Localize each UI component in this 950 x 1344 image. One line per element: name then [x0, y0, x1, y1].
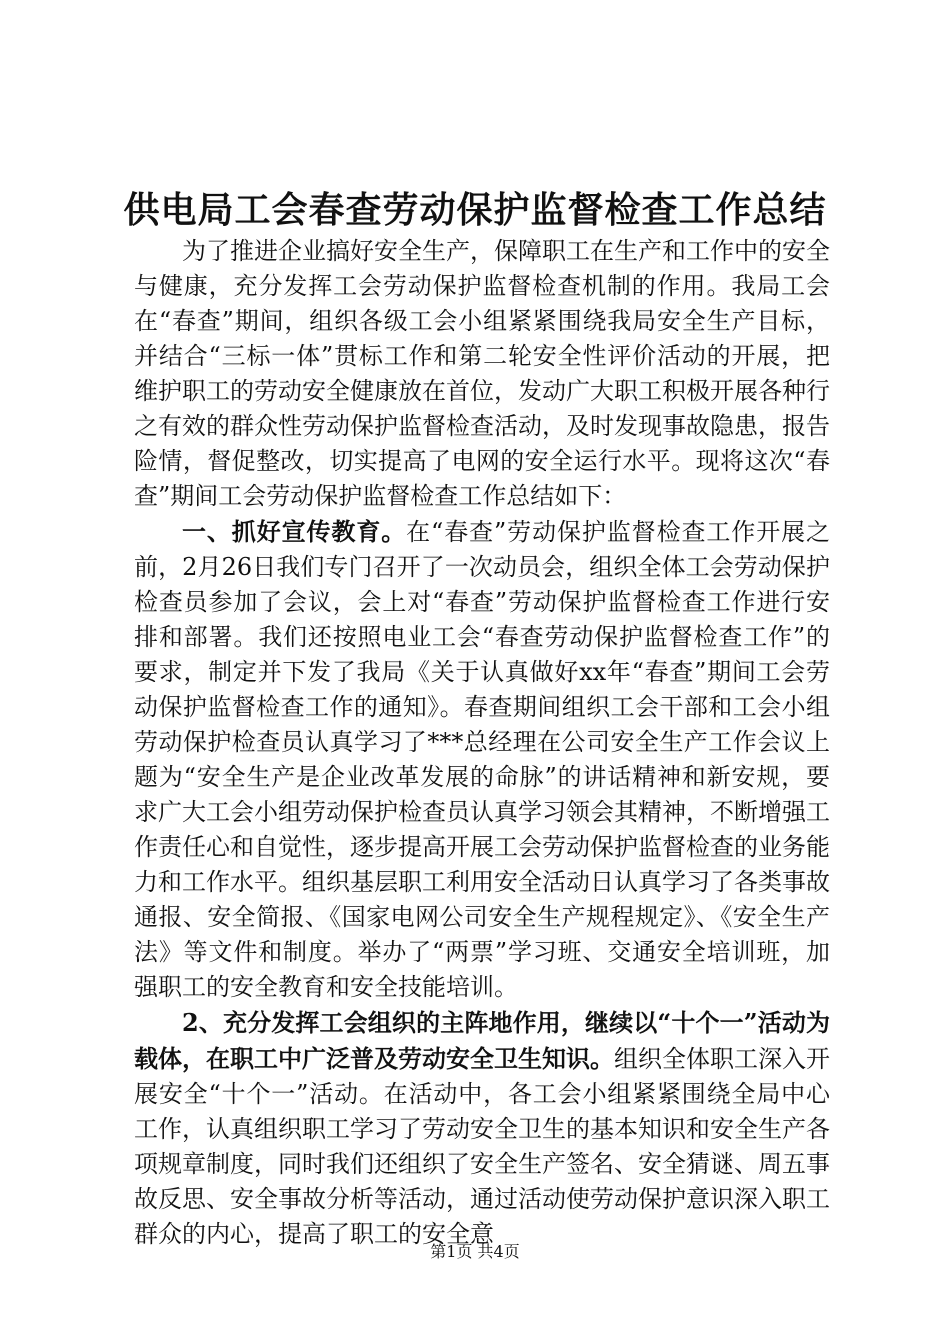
section-1-heading: 一、抓好宣传教育。 — [182, 517, 407, 546]
section-2-body: 组织全体职工深入开展安全“十个一”活动。在活动中，各工会小组紧紧围绕全局中心工作，认真组织职工学习了劳动安全卫生的基本知识和安全生产各项规章制度，同时我们还组织了安全生产签名、安全猜谜、周五事故反思、安全事故分析等活动，通过活动使劳动保护意识深入职工群众的内心，提高了职工的安全意 — [134, 1045, 830, 1248]
section-1-paragraph — [134, 514, 830, 1005]
document-body — [134, 234, 830, 1252]
page-footer: 第1页 共4页 — [430, 1242, 520, 1261]
section-1-body: 在“春查”劳动保护监督检查工作开展之前，2月26日我们专门召开了一次动员会，组织全体工会劳动保护检查员参加了会议，会上对“春查”劳动保护监督检查工作进行安排和部署。我们还按照电业工会“春查劳动保护监督检查工作”的要求，制定并下发了我局《关于认真做好xx年“春查”期间工会劳动保护监督检查工作的通知》。春查期间组织工会干部和工会小组劳动保护检查员认真学习了***总经理在公司安全生产工作会议上题为“安全生产是企业改革发展的命脉”的讲话精神和新安规，要求广大工会小组劳动保护检查员认真学习领会其精神，不断增强工作责任心和自觉性，逐步提高开展工会劳动保护监督检查的业务能力和工作水平。组织基层职工利用安全活动日认真学习了各类事故通报、安全简报、《国家电网公司安全生产规程规定》、《安全生产法》等文件和制度。举办了“两票”学习班、交通安全培训班，加强职工的安全教育和安全技能培训。 — [134, 518, 830, 1001]
section-2-heading: 2、充分发挥工会组织的主阵地作用，继续以“十个一”活动为载体，在职工中广泛普及劳动安全卫生知识。 — [134, 1008, 830, 1073]
document-title: 供电局工会春查劳动保护监督检查工作总结 — [123, 189, 827, 231]
intro-paragraph: 为了推进企业搞好安全生产，保障职工在生产和工作中的安全与健康，充分发挥工会劳动保护监督检查机制的作用。我局工会在“春查”期间，组织各级工会小组紧紧围绕我局安全生产目标，并结合“三标一体”贯标工作和第二轮安全性评价活动的开展，把维护职工的劳动安全健康放在首位，发动广大职工积极开展各种行之有效的群众性劳动保护监督检查活动，及时发现事故隐患，报告险情，督促整改，切实提高了电网的安全运行水平。现将这次“春查”期间工会劳动保护监督检查工作总结如下： — [134, 237, 830, 510]
section-2-paragraph — [134, 1005, 830, 1252]
